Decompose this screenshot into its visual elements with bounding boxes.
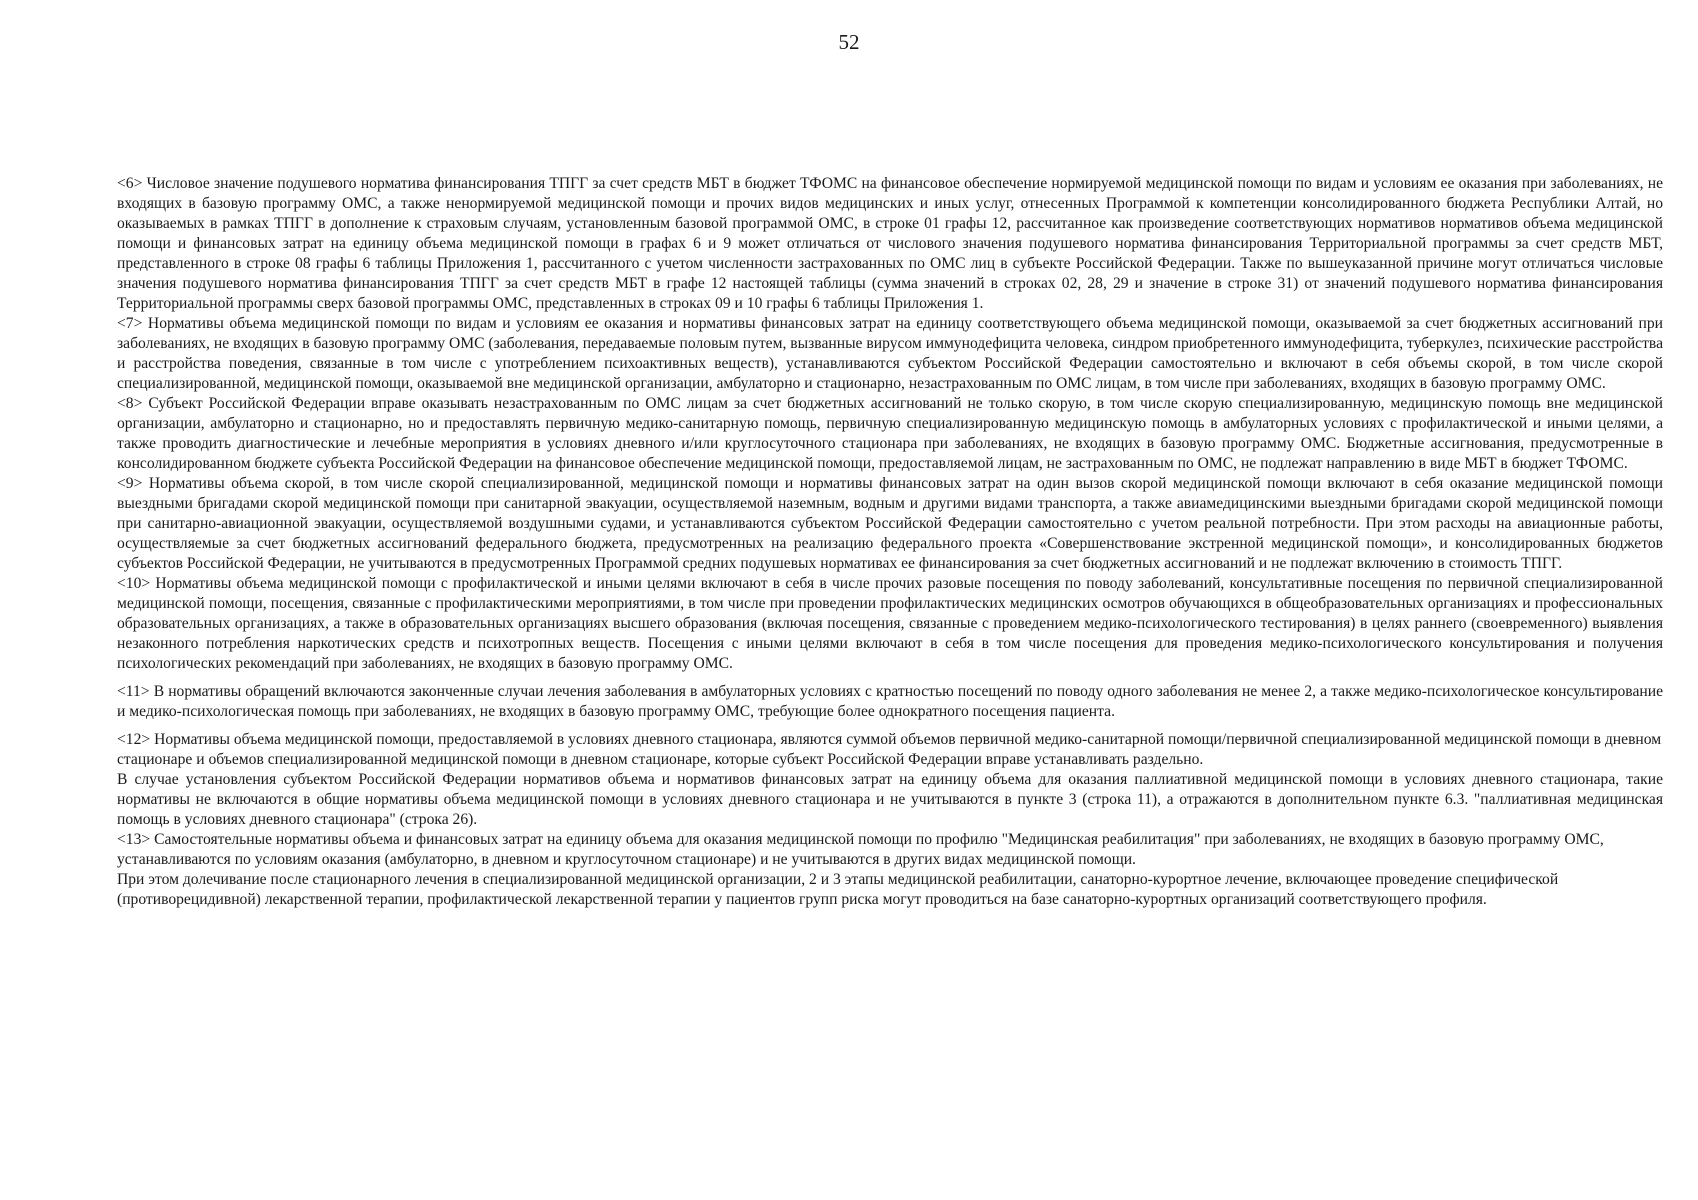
footnote-6: <6> Числовое значение подушевого норматива финансирования ТПГГ за счет средств МБТ в бюджет ТФОМС на финансовое обеспечение нормируемой медицинской помощи по видам и условиям ее оказания при заболеваниях, не входящих в базовую программу ОМС, а также ненормируемой медицинской помощи и прочих видов медицинских и иных услуг, отнесенных Программой к компетенции консолидированного бюджета Республики Алтай, но оказываемых в рамках ТПГГ в дополнение к страховым случаям, установленным базовой программой ОМС, в строке 01 графы 12, рассчитанное как произведение соответствующих нормативов нормативов объема медицинской помощи и финансовых затрат на единицу объема медицинской помощи в графах 6 и 9 может отличаться от числового значения подушевого норматива финансирования Территориальной программы за счет средств МБТ, представленного в строке 08 графы 6 таблицы Приложения 1, рассчитанного с учетом численности застрахованных по ОМС лиц в субъекте Российской Федерации. Также по вышеуказанной причине могут отличаться числовые значения подушевого норматива финансирования ТПГГ за счет средств МБТ в графе 12 настоящей таблицы (сумма значений в строках 02, 28, 29 и значение в строке 31) от значений подушевого норматива финансирования Территориальной программы сверх базовой программы ОМС, представленных в строках 09 и 10 графы 6 таблицы Приложения 1. xyxy=(117,175,1663,312)
page-number: 52 xyxy=(838,30,860,54)
footnote-9: <9> Нормативы объема скорой, в том числе скорой специализированной, медицинской помощи и нормативы финансовых затрат на один вызов скорой медицинской помощи включают в себя оказание медицинской помощи выездными бригадами скорой медицинской помощи при санитарной эвакуации, осуществляемой наземным, водным и другими видами транспорта, а также авиамедицинскими выездными бригадами скорой медицинской помощи при санитарно-авиационной эвакуации, осуществляемой воздушными судами, и устанавливаются субъектом Российской Федерации самостоятельно с учетом реальной потребности. При этом расходы на авиационные работы, осуществляемые за счет бюджетных ассигнований федерального бюджета, предусмотренных на реализацию федерального проекта «Совершенствование экстренной медицинской помощи», и консолидированных бюджетов субъектов Российской Федерации, не учитываются в предусмотренных Программой средних подушевых нормативах ее финансирования за счет бюджетных ассигнований и не подлежат включению в стоимость ТПГГ. xyxy=(117,475,1663,572)
footnote-12: <12> Нормативы объема медицинской помощи, предоставляемой в условиях дневного стационара, являются суммой объемов первичной медико-санитарной помощи/первичной специализированной медицинской помощи в дневном стационаре и объемов специализированной медицинской помощи в дневном стационаре, которые субъект Российской Федерации вправе устанавливать раздельно. xyxy=(117,731,1662,768)
footnote-11: <11> В нормативы обращений включаются законченные случаи лечения заболевания в амбулаторных условиях с кратностью посещений по поводу одного заболевания не менее 2, а также медико-психологическое консультирование и медико-психологическая помощь при заболеваниях, не входящих в базовую программу ОМС, требующие более однократного посещения пациента. xyxy=(117,683,1663,720)
footnote-8: <8> Субъект Российской Федерации вправе оказывать незастрахованным по ОМС лицам за счет бюджетных ассигнований не только скорую, в том числе скорую специализированную, медицинскую помощь вне медицинской организации, амбулаторно и стационарно, но и предоставлять первичную медико-санитарную помощь, первичную специализированную медицинскую помощь в амбулаторных условиях с профилактической и иными целями, а также проводить диагностические и лечебные мероприятия в условиях дневного и/или круглосуточного стационара при заболеваниях, не входящих в базовую программу ОМС. Бюджетные ассигнования, предусмотренные в консолидированном бюджете субъекта Российской Федерации на финансовое обеспечение медицинской помощи, предоставляемой лицам, не застрахованным по ОМС, не подлежат направлению в виде МБТ в бюджет ТФОМС. xyxy=(117,395,1663,472)
footnote-12-continuation: В случае установления субъектом Российской Федерации нормативов объема и нормативов финансовых затрат на единицу объема для оказания паллиативной медицинской помощи в условиях дневного стационара, такие нормативы не включаются в общие нормативы объема медицинской помощи в условиях дневного стационара и не учитываются в пункте 3 (строка 11), а отражаются в дополнительном пункте 6.3. "паллиативная медицинская помощь в условиях дневного стационара" (строка 26). xyxy=(117,771,1663,828)
footnotes-section xyxy=(117,174,1663,910)
footnote-10: <10> Нормативы объема медицинской помощи с профилактической и иными целями включают в себя в числе прочих разовые посещения по поводу заболеваний, консультативные посещения по первичной специализированной медицинской помощи, посещения, связанные с профилактическими мероприятиями, в том числе при проведении профилактических медицинских осмотров обучающихся в общеобразовательных организациях и профессиональных образовательных организациях, а также в образовательных организациях высшего образования (включая посещения, связанные с проведением медико-психологического тестирования) в целях раннего (своевременного) выявления незаконного потребления наркотических средств и психотропных веществ. Посещения с иными целями включают в себя в том числе посещения для проведения медико-психологического консультирования и получения психологических рекомендаций при заболеваниях, не входящих в базовую программу ОМС. xyxy=(117,575,1663,672)
footnote-13: <13> Самостоятельные нормативы объема и финансовых затрат на единицу объема для оказания медицинской помощи по профилю "Медицинская реабилитация" при заболеваниях, не входящих в базовую программу ОМС, устанавливаются по условиям оказания (амбулаторно, в дневном и круглосуточном стационаре) и не учитываются в других видах медицинской помощи. xyxy=(117,831,1604,868)
footnote-7: <7> Нормативы объема медицинской помощи по видам и условиям ее оказания и нормативы финансовых затрат на единицу соответствующего объема медицинской помощи, оказываемой за счет бюджетных ассигнований при заболеваниях, не входящих в базовую программу ОМС (заболевания, передаваемые половым путем, вызванные вирусом иммунодефицита человека, синдром приобретенного иммунодефицита, туберкулез, психические расстройства и расстройства поведения, связанные в том числе с употреблением психоактивных веществ), устанавливаются субъектом Российской Федерации самостоятельно и включают в себя объемы скорой, в том числе скорой специализированной, медицинской помощи, оказываемой вне медицинской организации, амбулаторно и стационарно, незастрахованным по ОМС лицам, в том числе при заболеваниях, входящих в базовую программу ОМС. xyxy=(117,315,1663,392)
footnote-13-continuation: При этом долечивание после стационарного лечения в специализированной медицинской организации, 2 и 3 этапы медицинской реабилитации, санаторно-курортное лечение, включающее проведение специфической (противорецидивной) лекарственной терапии, профилактической лекарственной терапии у пациентов групп риска могут проводиться на базе санаторно-курортных организаций соответствующего профиля. xyxy=(117,871,1559,908)
